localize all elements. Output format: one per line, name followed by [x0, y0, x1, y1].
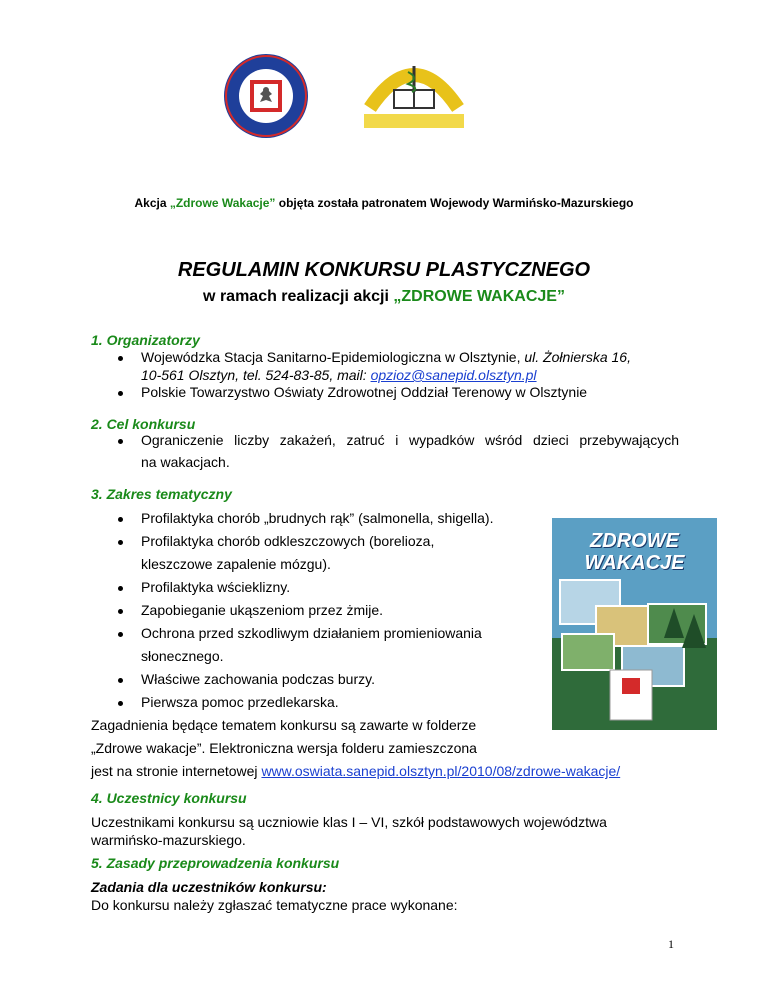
- organizer-1-contact: 10-561 Olsztyn, tel. 524-83-85, mail:: [141, 367, 371, 383]
- organizer-2: Polskie Towarzystwo Oświaty Zdrowotnej Oddział Terenowy w Olsztynie: [141, 384, 588, 400]
- topic-item: Profilaktyka wścieklizny.: [141, 579, 291, 595]
- section-organizers-heading: 1. Organizatorzy: [91, 332, 200, 348]
- organizer-1-name: Wojewódzka Stacja Sanitarno-Epidemiologiczna w Olsztynie,: [141, 349, 525, 365]
- organizer-1-line2: [141, 367, 537, 383]
- health-education-society-logo: [358, 52, 470, 132]
- bullet-icon: [118, 632, 123, 637]
- participants-line1: Uczestnikami konkursu są uczniowie klas I – VI, szkół podstawowych województwa: [91, 814, 607, 830]
- section-scope-heading: 3. Zakres tematyczny: [91, 486, 232, 502]
- topic-item: Ochrona przed szkodliwym działaniem promieniowania: [141, 625, 482, 641]
- topic-item: Właściwe zachowania podczas burzy.: [141, 671, 375, 687]
- rules-subheading: Zadania dla uczestników konkursu:: [91, 879, 327, 895]
- section-goal-heading: 2. Cel konkursu: [91, 416, 196, 432]
- patronage-line: [0, 196, 768, 210]
- bullet-icon: [118, 540, 123, 545]
- scope-paragraph-line3: [91, 763, 620, 779]
- patronage-highlight: „Zdrowe Wakacje”: [169, 196, 276, 210]
- organizer-1-line1: [141, 349, 631, 365]
- topic-item-continuation: słonecznego.: [141, 648, 224, 664]
- cover-title-line2: WAKACJE: [584, 552, 685, 574]
- bullet-icon: [118, 439, 123, 444]
- bullet-icon: [118, 391, 123, 396]
- document-title: REGULAMIN KONKURSU PLASTYCZNEGO: [177, 259, 591, 281]
- rules-line1: Do konkursu należy zgłaszać tematyczne prace wykonane:: [91, 897, 458, 913]
- subtitle-highlight: „ZDROWE WAKACJE”: [393, 288, 565, 305]
- scope-paragraph-line1: Zagadnienia będące tematem konkursu są zawarte w folderze: [91, 717, 477, 733]
- organizer-1-email-link[interactable]: opzioz@sanepid.olsztyn.pl: [370, 367, 537, 383]
- folder-website-link[interactable]: www.oswiata.sanepid.olsztyn.pl/2010/08/zdrowe-wakacje/: [261, 763, 621, 779]
- bullet-icon: [118, 678, 123, 683]
- participants-line2: warmińsko-mazurskiego.: [91, 832, 246, 848]
- zdrowe-wakacje-brochure-cover: [552, 518, 717, 730]
- section-rules-heading: 5. Zasady przeprowadzenia konkursu: [91, 855, 340, 871]
- bullet-icon: [118, 609, 123, 614]
- scope-paragraph-prefix: jest na stronie internetowej: [91, 763, 262, 779]
- document-subtitle: [0, 288, 768, 306]
- scope-paragraph-line2: „Zdrowe wakacje”. Elektroniczna wersja folderu zamieszczona: [91, 740, 477, 756]
- section-participants-heading: 4. Uczestnicy konkursu: [91, 790, 247, 806]
- cover-title-line1: ZDROWE: [590, 530, 679, 552]
- page-number: 1: [668, 937, 674, 951]
- subtitle-prefix: w ramach realizacji akcji: [203, 288, 394, 305]
- topic-item: Profilaktyka chorób odkleszczowych (borelioza,: [141, 533, 435, 549]
- patronage-suffix: objęta została patronatem Wojewody Warmińsko-Mazurskiego: [275, 196, 634, 210]
- topic-item: Profilaktyka chorób „brudnych rąk” (salmonella, shigella).: [141, 510, 494, 526]
- state-sanitary-inspection-logo: [222, 52, 310, 140]
- topic-item: Pierwsza pomoc przedlekarska.: [141, 694, 339, 710]
- bullet-icon: [118, 356, 123, 361]
- topic-item-continuation: kleszczowe zapalenie mózgu).: [141, 556, 331, 572]
- organizer-1-street: ul. Żołnierska 16,: [524, 349, 631, 365]
- topic-item: Zapobieganie ukąszeniom przez żmije.: [141, 602, 384, 618]
- bullet-icon: [118, 586, 123, 591]
- goal-line1: Ograniczenie liczby zakażeń, zatruć i wypadków wśród dzieci przebywających: [141, 432, 679, 448]
- goal-line2: na wakacjach.: [141, 454, 230, 470]
- bullet-icon: [118, 701, 123, 706]
- patronage-prefix: Akcja: [134, 196, 170, 210]
- bullet-icon: [118, 517, 123, 522]
